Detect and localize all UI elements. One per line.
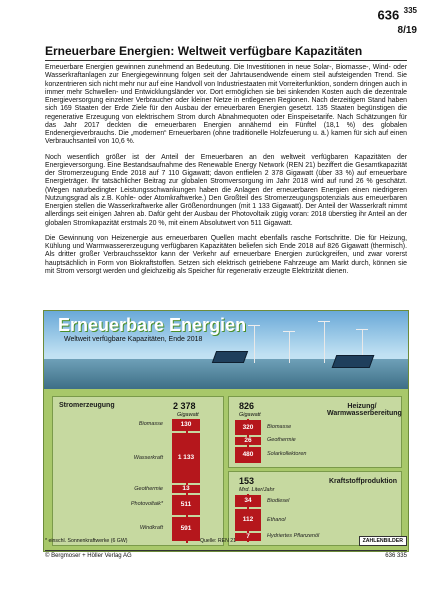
zahlenbilder-badge: ZAHLENBILDER <box>359 536 407 546</box>
strom-unit: Gigawatt <box>177 412 199 418</box>
kraft-label-biodiesel: Biodiesel <box>267 498 290 504</box>
kraft-bar-pflanzenoel: 7 <box>235 533 261 541</box>
paragraph-2: Noch wesentlich größer ist der Anteil der Erneuerbaren an den weltweit verfügbaren Kapazitäten der Energieversorgung. Eine Bestandsaufnahme des Renewable Energy Network (REN 21) beziffert die Gesamtkapazität der Stromerzeugung Ende 2018 auf 7 110 Gigawatt; davon entfielen 2 378 Gigawatt (über 33 %) auf erneuerbare Energieträger. Ihr tatsächlicher Beitrag zur globalen Stromversorgung im Jahr 2018 wird auf rund 26 % geschätzt. (Wegen naturbedingter Leistungsschwankungen haben die Anlagen der erneuerbaren Energien einen niedrigeren Nutzungsgrad als z.B. Kohle- oder Atomkraftwerke.) Den Großteil des Stromerzeugungspotenzials aus erneuerbaren Energien stellen die Wasserkraftwerke aller Größenordnungen (mit 1 133 Gigawatt). Der Anteil der Wasserkraft nimmt allerdings seit einigen Jahren ab. Dafür geht der Ausbau der Photovoltaik zügig voran: 2018 überstieg ihr Anteil an der globalen Stromkapazität erstmals 20 %, mit einem Absolutwert von 511 Gigawatt. <box>45 153 407 227</box>
article-body <box>45 64 407 283</box>
kraft-section <box>228 471 402 546</box>
heiz-bar-solarkollektoren: 480 <box>235 447 261 463</box>
infographic-subtitle: Weltweit verfügbare Kapazitäten, Ende 2018 <box>64 336 203 343</box>
kraft-unit: Mrd. Liter/Jahr <box>239 487 275 493</box>
issue-number: 8/19 <box>397 25 417 37</box>
copyright: © Bergmoser + Höller Verlag AG <box>45 553 132 559</box>
paragraph-1: Erneuerbare Energien gewinnen zunehmend an Bedeutung. Die Investitionen in neue Solar-, Biomasse-, Wind- oder Wasserkraftanlagen zur Energiegewinnung folgen seit der Jahrtausendwende einem steil aufsteigenden Trend. Sie konzentrieren sich nicht mehr nur auf eine Handvoll von Industriestaaten mit Vorreiterfunktion, sondern dringen auch in immer mehr Schwellen- und Entwicklungsländer vor. Dort ermöglichen sie bei sinkenden Kosten auch die dezentrale Energieversorgung einzelner Verbraucher oder kleiner Netze in entlegenen Regionen. Nach derzeitigem Stand haben sich 169 Staaten der Erde Ziele für den Ausbau der erneuerbaren Energien gesetzt. 135 Staaten begünstigen die regenerative Erzeugung von elektrischem Strom durch Abnahmequoten oder Einspeisetarife. Nach Schätzungen für das Jahr 2017 deckten die erneuerbaren Energien annähernd ein Fünftel (18,1 %) des globalen Endenergieverbrauchs. Die „modernen“ Erneuerbaren (ohne traditionelle Holzfeuerung u. ä.) kamen für sich auf einen Verbrauchsanteil von 10,6 %. <box>45 64 407 146</box>
kraft-bar-ethanol: 112 <box>235 509 261 531</box>
heiz-total: 826 <box>239 401 255 411</box>
solar-panel-icon <box>212 351 248 363</box>
strom-bar-photovoltaik: 511 <box>172 495 200 515</box>
strom-label-photovoltaik: Photovoltaik* <box>130 501 163 507</box>
strom-bar-biomasse: 130 <box>172 419 200 431</box>
footer-code: 636 335 <box>385 553 407 559</box>
footer-divider <box>45 550 407 551</box>
turbine-blade-icon <box>318 321 330 322</box>
heiz-title: Heizung/ Warmwasserbereitung <box>327 403 402 417</box>
kraft-title: Kraftstoffproduktion <box>329 478 398 485</box>
kraft-total: 153 <box>239 476 255 486</box>
infographic <box>43 310 409 552</box>
strom-bar-windkraft: 591 <box>172 517 200 541</box>
infographic-title: Erneuerbare Energien <box>58 315 247 335</box>
strom-label-biomasse: Biomasse <box>138 421 163 427</box>
strom-total: 2 378 <box>173 401 196 411</box>
strom-label-geothermie: Geothermie <box>134 486 163 492</box>
strom-section <box>52 396 224 546</box>
turbine-blade-icon <box>356 329 368 330</box>
wind-turbine-icon <box>289 331 290 363</box>
infographic-footnote: * einschl. Sonnenkraftwerke (6 GW) <box>45 538 128 544</box>
heiz-label-biomasse: Biomasse <box>267 424 292 430</box>
heiz-label-solarkollektoren: Solarkollektoren <box>267 451 307 457</box>
wind-turbine-icon <box>324 321 325 363</box>
heiz-bar-geothermie: 26 <box>235 437 261 445</box>
strom-label-windkraft: Windkraft <box>139 525 163 531</box>
wind-turbine-icon <box>254 325 255 363</box>
kraft-label-pflanzenoel: Hydriertes Pflanzenöl <box>267 533 320 539</box>
turbine-blade-icon <box>283 331 295 332</box>
heiz-unit: Gigawatt <box>239 412 261 418</box>
paragraph-3: Die Gewinnung von Heizenergie aus erneuerbaren Quellen macht ebenfalls rasche Fortschritte. Die für Heizung, Kühlung und Warmwassererzeugung verfügbaren Kapazitäten beliefen sich Ende 2018 auf 826 Gigawatt (thermisch). Als dritter großer Verbrauchssektor kann der Verkehr auf erneuerbare Energien zurückgreifen, und zwar vorerst hauptsächlich in Form von Biokraftstoffen. Setzen sich elektrisch getriebene Fahrzeuge am Markt durch, können sie mit Strom versorgt werden und gleichzeitig als Speicher für regenerativ erzeugte Elektrizität dienen. <box>45 234 407 275</box>
strom-label-wasserkraft: Wasserkraft <box>133 455 163 461</box>
page-subnumber: 335 <box>403 6 417 15</box>
strom-title: Stromerzeugung <box>59 402 115 409</box>
heiz-section <box>228 396 402 468</box>
heiz-bar-biomasse: 320 <box>235 420 261 435</box>
infographic-source: Quelle: REN 21 <box>200 538 237 544</box>
title-divider <box>45 60 407 61</box>
page-title: Erneuerbare Energien: Weltweit verfügbare Kapazitäten <box>45 44 363 58</box>
kraft-bar-biodiesel: 34 <box>235 495 261 507</box>
page-number: 636 <box>377 7 400 23</box>
heiz-label-geothermie: Geothermie <box>267 437 296 443</box>
turbine-blade-icon <box>248 325 260 326</box>
strom-bar-geothermie: 13 <box>172 485 200 493</box>
kraft-label-ethanol: Ethanol <box>267 517 286 523</box>
page-header <box>377 6 417 36</box>
strom-bar-wasserkraft: 1 133 <box>172 433 200 483</box>
solar-panel-icon <box>332 355 375 368</box>
